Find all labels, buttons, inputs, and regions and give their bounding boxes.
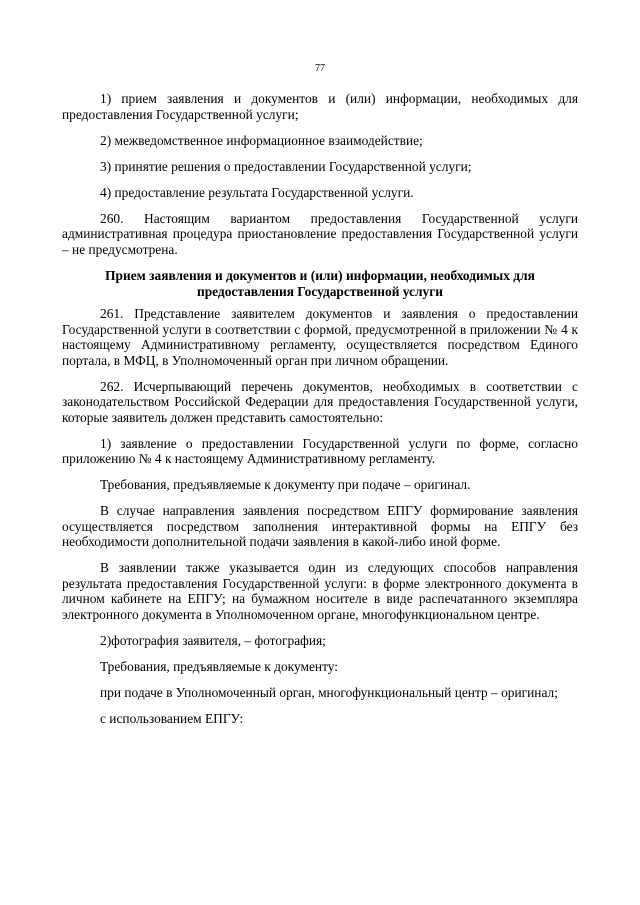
list-item: 2) межведомственное информационное взаимодействие;	[100, 132, 423, 148]
list-item: 4) предоставление результата Государственной услуги.	[100, 184, 414, 200]
page-number: 77	[315, 63, 325, 74]
document-item-photo: 2)фотография заявителя, – фотография;	[100, 632, 326, 648]
requirement-office: при подаче в Уполномоченный орган, многофункциональный центр – оригинал;	[100, 684, 558, 700]
paragraph-epgu-case: В случае направления заявления посредством ЕПГУ формирование заявления осуществляется посредством заполнения интерактивной формы на ЕПГУ без необходимости дополнительной подачи заявления в какой-либо иной форме.	[62, 503, 578, 549]
paragraph-262: 262. Исчерпывающий перечень документов, необходимых в соответствии с законодательством Российской Федерации для предоставления Государственной услуги, которые заявитель должен представить самостоятельно:	[62, 378, 578, 425]
list-item: 3) принятие решения о предоставлении Государственной услуги;	[100, 158, 472, 174]
section-heading: Прием заявления и документов и (или) информации, необходимых для предоставления Государственной услуги	[105, 268, 535, 299]
requirements-heading: Требования, предъявляемые к документу:	[100, 658, 339, 674]
paragraph-260: 260. Настоящим вариантом предоставления Государственной услуги административная процедура приостановление предоставления Государственной услуги – не предусмотрена.	[62, 210, 578, 257]
paragraph-261: 261. Представление заявителем документов и заявления о предоставлении Государственной услуги в соответствии с формой, предусмотренной в приложении № 4 к настоящему Административному регламенту, осуществляется посредством Единого портала, в МФЦ, в Уполномоченный орган при личном обращении.	[62, 306, 578, 368]
paragraph-result-methods: В заявлении также указывается один из следующих способов направления результата предоставления Государственной услуги: в форме электронного документа в личном кабинете на ЕПГУ; на бумажном носителе в виде распечатанного экземпляра электронного документа в Уполномоченном органе, многофункциональном центре.	[62, 560, 578, 622]
document-body	[62, 91, 578, 737]
document-item-application: 1) заявление о предоставлении Государственной услуги по форме, согласно приложению № 4 к настоящему Административному регламенту.	[62, 435, 578, 466]
list-item: 1) прием заявления и документов и (или) информации, необходимых для предоставления Государственной услуги;	[62, 91, 578, 122]
requirement-original: Требования, предъявляемые к документу при подаче – оригинал.	[100, 477, 471, 492]
requirement-epgu: с использованием ЕПГУ:	[100, 710, 244, 726]
